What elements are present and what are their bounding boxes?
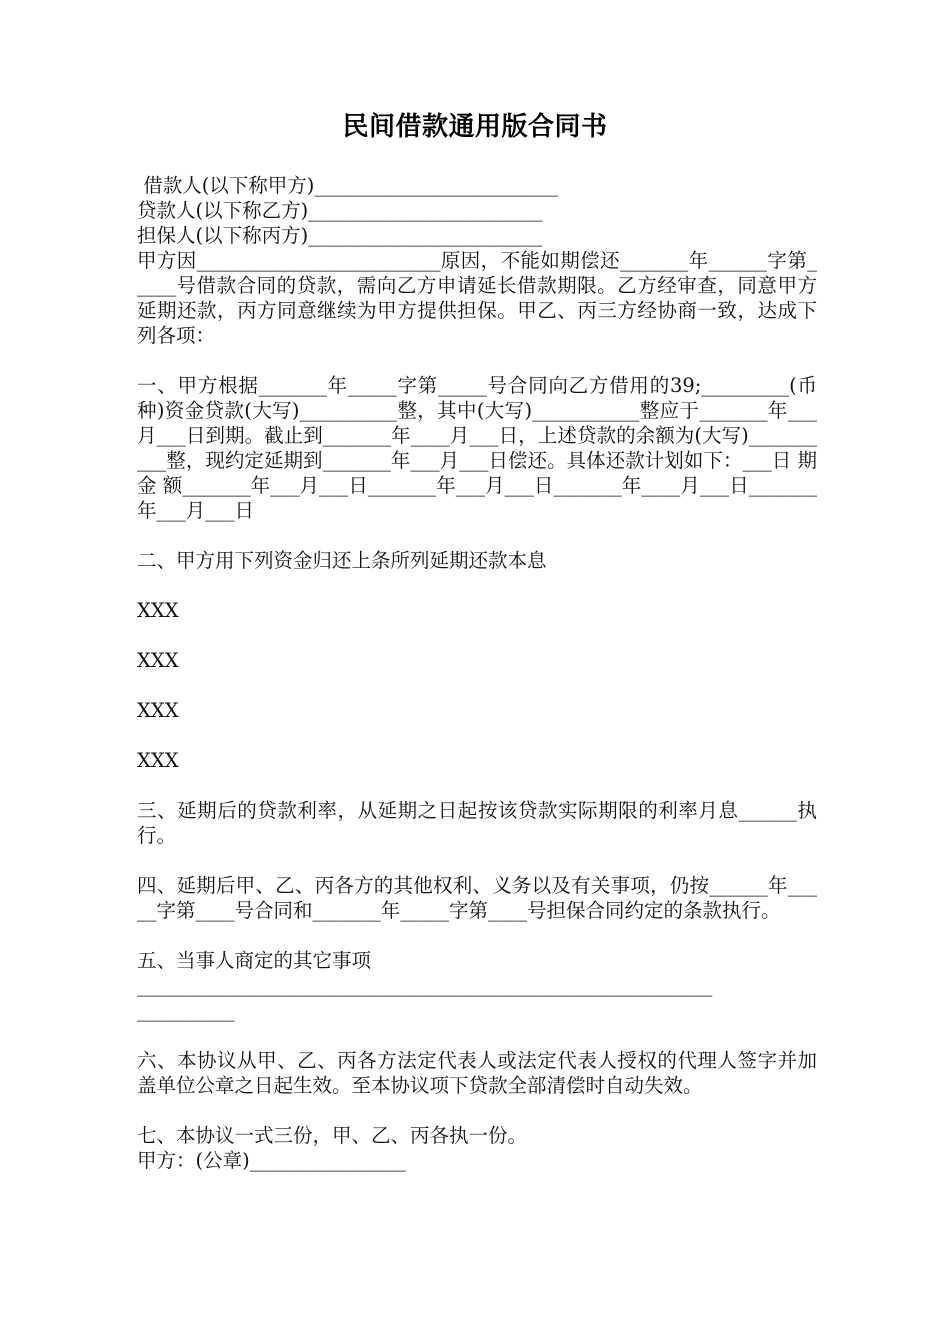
clause-5-paragraph: 五、当事人商定的其它事项 bbox=[137, 949, 372, 972]
spacer bbox=[137, 723, 817, 748]
repayment-item: XXX bbox=[137, 699, 179, 722]
clause-4-paragraph: 四、延期后甲、乙、丙各方的其他权利、义务以及有关事项，仍按______年_____字第____号合同和_______年_____字第____号担保合同约定的条款执行。 bbox=[137, 874, 817, 922]
party-guarantor-line: 担保人(以下称丙方)________________________ bbox=[137, 224, 543, 247]
document-body bbox=[137, 173, 817, 1173]
repayment-item: XXX bbox=[137, 749, 179, 772]
spacer bbox=[137, 523, 817, 548]
spacer bbox=[137, 773, 817, 798]
repayment-item: XXX bbox=[137, 649, 179, 672]
spacer bbox=[137, 923, 817, 948]
spacer bbox=[137, 573, 817, 598]
spacer bbox=[137, 1023, 817, 1048]
clause-1-paragraph: 一、甲方根据_______年_____字第_____号合同向乙方借用的39;_________(币种)资金贷款(大写)__________整，其中(大写)___________整应于_______年___月___日到期。截止到_______年____月___日，上述贷款的余额为(大写)__________整，现约定延期到_______年___月___日偿还。具体还款计划如下：___日 期 金 额_______年___月___日_______年___月___日_______年____月___日_______年___月___日 bbox=[137, 374, 817, 522]
clause-7-paragraph: 七、本协议一式三份，甲、乙、丙各执一份。 bbox=[137, 1124, 528, 1147]
document-title: 民间借款通用版合同书 bbox=[342, 112, 608, 142]
spacer bbox=[137, 673, 817, 698]
party-lender-line: 贷款人(以下称乙方)________________________ bbox=[137, 199, 543, 222]
clause-5-blank-line: __________ bbox=[137, 999, 235, 1022]
signature-party-a: 甲方：(公章)________________ bbox=[137, 1149, 406, 1172]
clause-3-paragraph: 三、延期后的贷款利率，从延期之日起按该贷款实际期限的利率月息______执行。 bbox=[137, 799, 817, 847]
clause-2-paragraph: 二、甲方用下列资金归还上条所列延期还款本息 bbox=[137, 549, 547, 572]
spacer bbox=[137, 623, 817, 648]
spacer bbox=[137, 348, 817, 373]
spacer bbox=[137, 1098, 817, 1123]
spacer bbox=[137, 848, 817, 873]
party-borrower-line: 借款人(以下称甲方)_________________________ bbox=[137, 174, 559, 197]
intro-paragraph: 甲方因_________________________原因，不能如期偿还_______年______字第_____号借款合同的贷款，需向乙方申请延长借款期限。乙方经审查，同意甲方延期还款，丙方同意继续为甲方提供担保。甲乙、丙三方经协商一致，达成下列各项： bbox=[137, 249, 817, 347]
clause-6-paragraph: 六、本协议从甲、乙、丙各方法定代表人或法定代表人授权的代理人签字并加盖单位公章之日起生效。至本协议项下贷款全部清偿时自动失效。 bbox=[137, 1049, 817, 1097]
repayment-item: XXX bbox=[137, 599, 179, 622]
clause-5-blank-line: ___________________________________________________________ bbox=[137, 974, 713, 997]
